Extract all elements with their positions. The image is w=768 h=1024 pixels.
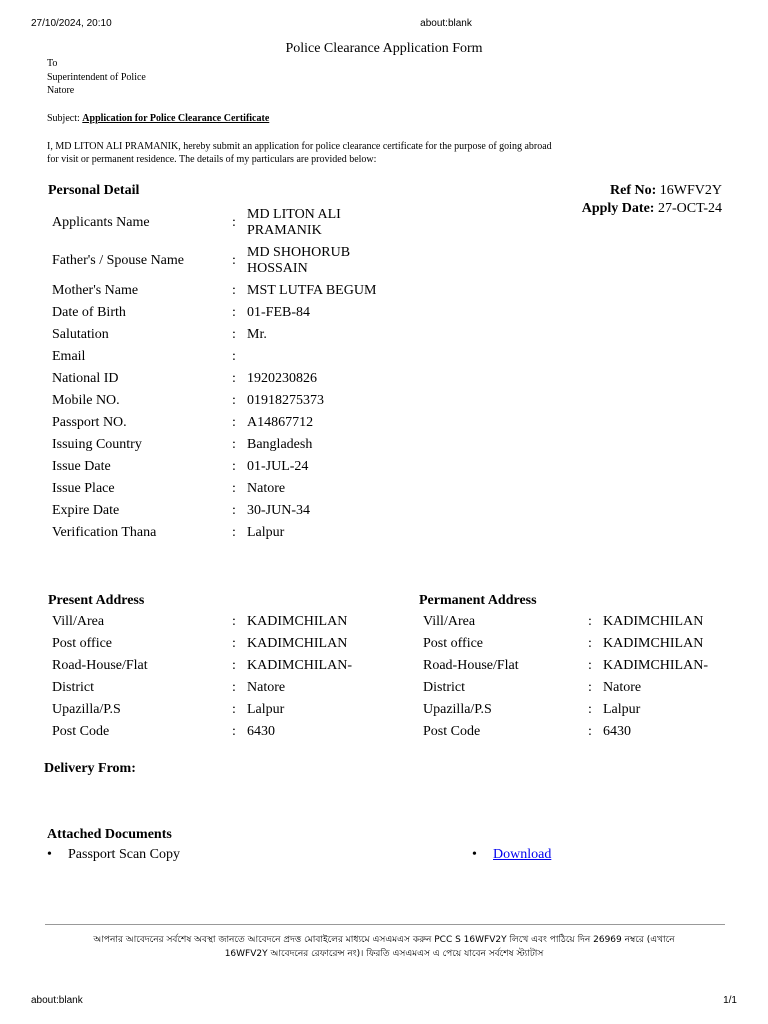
- subject-text: Application for Police Clearance Certificate: [82, 113, 270, 124]
- row-colon: :: [232, 393, 236, 408]
- row-colon: :: [588, 702, 592, 717]
- permanent-address-row: [423, 679, 743, 697]
- ref-value: 16WFV2Y: [659, 183, 722, 198]
- row-value: Lalpur: [603, 702, 641, 717]
- print-url: about:blank: [420, 18, 472, 29]
- present-address-row: [52, 723, 387, 741]
- present-address-row: [52, 657, 387, 675]
- recipient-place: Natore: [47, 85, 75, 96]
- row-value: KADIMCHILAN: [603, 614, 704, 629]
- row-label: Road-House/Flat: [52, 658, 148, 673]
- recipient-to: To: [47, 58, 58, 69]
- personal-row: [52, 524, 387, 542]
- apply-date: [582, 201, 722, 217]
- intro-paragraph: [47, 140, 647, 166]
- row-value: MST LUTFA BEGUM: [247, 283, 377, 298]
- row-colon: :: [232, 636, 236, 651]
- print-footer-url: about:blank: [31, 995, 83, 1006]
- row-label: National ID: [52, 371, 119, 386]
- row-label: Issuing Country: [52, 437, 142, 452]
- row-colon: :: [232, 327, 236, 342]
- permanent-address-row: [423, 701, 743, 719]
- row-colon: :: [588, 636, 592, 651]
- row-value: KADIMCHILAN: [247, 636, 348, 651]
- subject-line: [47, 112, 269, 126]
- row-label: Post Code: [52, 724, 110, 739]
- row-value: Bangladesh: [247, 437, 313, 452]
- page-title: Police Clearance Application Form: [285, 41, 483, 56]
- row-value: MD LITON ALI PRAMANIK: [247, 207, 341, 238]
- row-label: Post Code: [423, 724, 481, 739]
- row-colon: :: [588, 680, 592, 695]
- sms-note-line-1: আপনার আবেদনের সর্বশেষ অবস্থা জানতে আবেদনে প্রদত্ত মোবাইলের মাধ্যমে এসএমএস করুন PCC S 16WFV2Y লিখে এবং পাঠিয়ে দিন 26969 নম্বরে (এখানে: [93, 935, 675, 945]
- personal-row: [52, 304, 387, 322]
- row-colon: :: [232, 724, 236, 739]
- bullet-icon: •: [47, 847, 52, 862]
- row-colon: :: [232, 349, 236, 364]
- row-value: 01-JUL-24: [247, 459, 309, 474]
- ref-label: Ref No:: [610, 183, 657, 198]
- ref-number: [610, 183, 722, 199]
- row-value: 1920230826: [247, 371, 317, 386]
- row-label: Mobile NO.: [52, 393, 120, 408]
- personal-row: [52, 392, 387, 410]
- attachment-name: Passport Scan Copy: [68, 847, 180, 862]
- subject-label: Subject:: [47, 113, 80, 124]
- row-label: Vill/Area: [423, 614, 476, 629]
- row-label: Salutation: [52, 327, 109, 342]
- row-colon: :: [232, 215, 236, 230]
- row-value: 6430: [603, 724, 631, 739]
- present-address-heading: Present Address: [48, 593, 145, 608]
- personal-row: [52, 414, 387, 432]
- footer-divider: [45, 924, 725, 925]
- personal-row: [52, 282, 447, 300]
- row-value: Natore: [603, 680, 642, 695]
- permanent-address-row: [423, 657, 743, 675]
- row-label: District: [52, 680, 94, 695]
- row-colon: :: [588, 724, 592, 739]
- row-value: A14867712: [247, 415, 314, 430]
- row-value: 01-FEB-84: [247, 305, 310, 320]
- row-value: Lalpur: [247, 702, 285, 717]
- apply-date-label: Apply Date:: [581, 201, 655, 216]
- permanent-address-row: [423, 723, 743, 741]
- row-colon: :: [588, 658, 592, 673]
- bullet-icon: •: [472, 847, 477, 862]
- row-value: KADIMCHILAN-: [247, 658, 352, 673]
- row-label: Vill/Area: [52, 614, 105, 629]
- row-colon: :: [232, 283, 236, 298]
- apply-date-value: 27-OCT-24: [657, 201, 722, 216]
- row-value: Natore: [247, 680, 286, 695]
- row-label: Post office: [423, 636, 484, 651]
- row-value: Natore: [247, 481, 286, 496]
- sms-status-note: [50, 933, 718, 961]
- row-label: Upazilla/P.S: [52, 702, 121, 717]
- row-value: KADIMCHILAN-: [603, 658, 708, 673]
- row-colon: :: [232, 253, 236, 268]
- present-address-row: [52, 701, 387, 719]
- row-value: KADIMCHILAN: [603, 636, 704, 651]
- personal-row: [52, 244, 387, 278]
- present-address-row: [52, 635, 387, 653]
- row-colon: :: [232, 614, 236, 629]
- row-colon: :: [232, 459, 236, 474]
- download-item: [472, 847, 551, 863]
- row-label: Father's / Spouse Name: [52, 253, 185, 268]
- row-label: Mother's Name: [52, 283, 139, 298]
- row-label: Upazilla/P.S: [423, 702, 492, 717]
- print-datetime: 27/10/2024, 20:10: [31, 18, 112, 29]
- personal-detail-heading: Personal Detail: [48, 183, 140, 198]
- row-colon: :: [232, 415, 236, 430]
- permanent-address-heading: Permanent Address: [419, 593, 537, 608]
- row-colon: :: [232, 481, 236, 496]
- row-value: 01918275373: [247, 393, 324, 408]
- row-colon: :: [588, 614, 592, 629]
- row-colon: :: [232, 371, 236, 386]
- row-colon: :: [232, 702, 236, 717]
- sms-note-line-2: 16WFV2Y আবেদনের রেফারেন্স নং)। ফিরতি এসএমএস এ পেয়ে যাবেন সর্বশেষ স্ট্যাটাস: [224, 949, 544, 959]
- personal-row: [52, 326, 387, 344]
- row-value: Mr.: [247, 327, 267, 342]
- row-colon: :: [232, 658, 236, 673]
- row-value: MD SHOHORUB HOSSAIN: [247, 245, 351, 276]
- attached-documents-heading: Attached Documents: [47, 827, 172, 842]
- row-label: Expire Date: [52, 503, 120, 518]
- row-label: Issue Date: [52, 459, 111, 474]
- personal-row: [52, 348, 387, 366]
- row-colon: :: [232, 305, 236, 320]
- personal-row: [52, 480, 387, 498]
- row-label: Issue Place: [52, 481, 115, 496]
- personal-row: [52, 458, 387, 476]
- row-colon: :: [232, 437, 236, 452]
- row-colon: :: [232, 503, 236, 518]
- recipient-office: Superintendent of Police: [47, 71, 146, 83]
- permanent-address-row: [423, 635, 743, 653]
- row-label: Road-House/Flat: [423, 658, 519, 673]
- row-label: Passport NO.: [52, 415, 127, 430]
- present-address-row: [52, 613, 387, 631]
- intro-line-2: for visit or permanent residence. The details of my particulars are provided below:: [47, 154, 377, 165]
- row-colon: :: [232, 680, 236, 695]
- delivery-from-heading: Delivery From:: [44, 761, 136, 776]
- row-label: Applicants Name: [52, 215, 150, 230]
- present-address-row: [52, 679, 387, 697]
- row-label: Date of Birth: [52, 305, 126, 320]
- row-value: 30-JUN-34: [247, 503, 310, 518]
- row-label: Verification Thana: [52, 525, 157, 540]
- download-link[interactable]: Download: [493, 847, 552, 862]
- intro-line-1: I, MD LITON ALI PRAMANIK, hereby submit an application for police clearance certificate for the purpose of going abroad: [47, 141, 552, 152]
- personal-row: [52, 502, 387, 520]
- attachment-item: [47, 847, 180, 863]
- recipient-block: [47, 57, 146, 98]
- row-value: 6430: [247, 724, 275, 739]
- row-value: KADIMCHILAN: [247, 614, 348, 629]
- print-page-number: 1/1: [723, 995, 737, 1006]
- row-value: Lalpur: [247, 525, 285, 540]
- personal-row: [52, 370, 387, 388]
- row-colon: :: [232, 525, 236, 540]
- personal-row: [52, 206, 387, 240]
- row-label: District: [423, 680, 465, 695]
- personal-row: [52, 436, 387, 454]
- row-label: Email: [52, 349, 86, 364]
- row-label: Post office: [52, 636, 113, 651]
- permanent-address-row: [423, 613, 743, 631]
